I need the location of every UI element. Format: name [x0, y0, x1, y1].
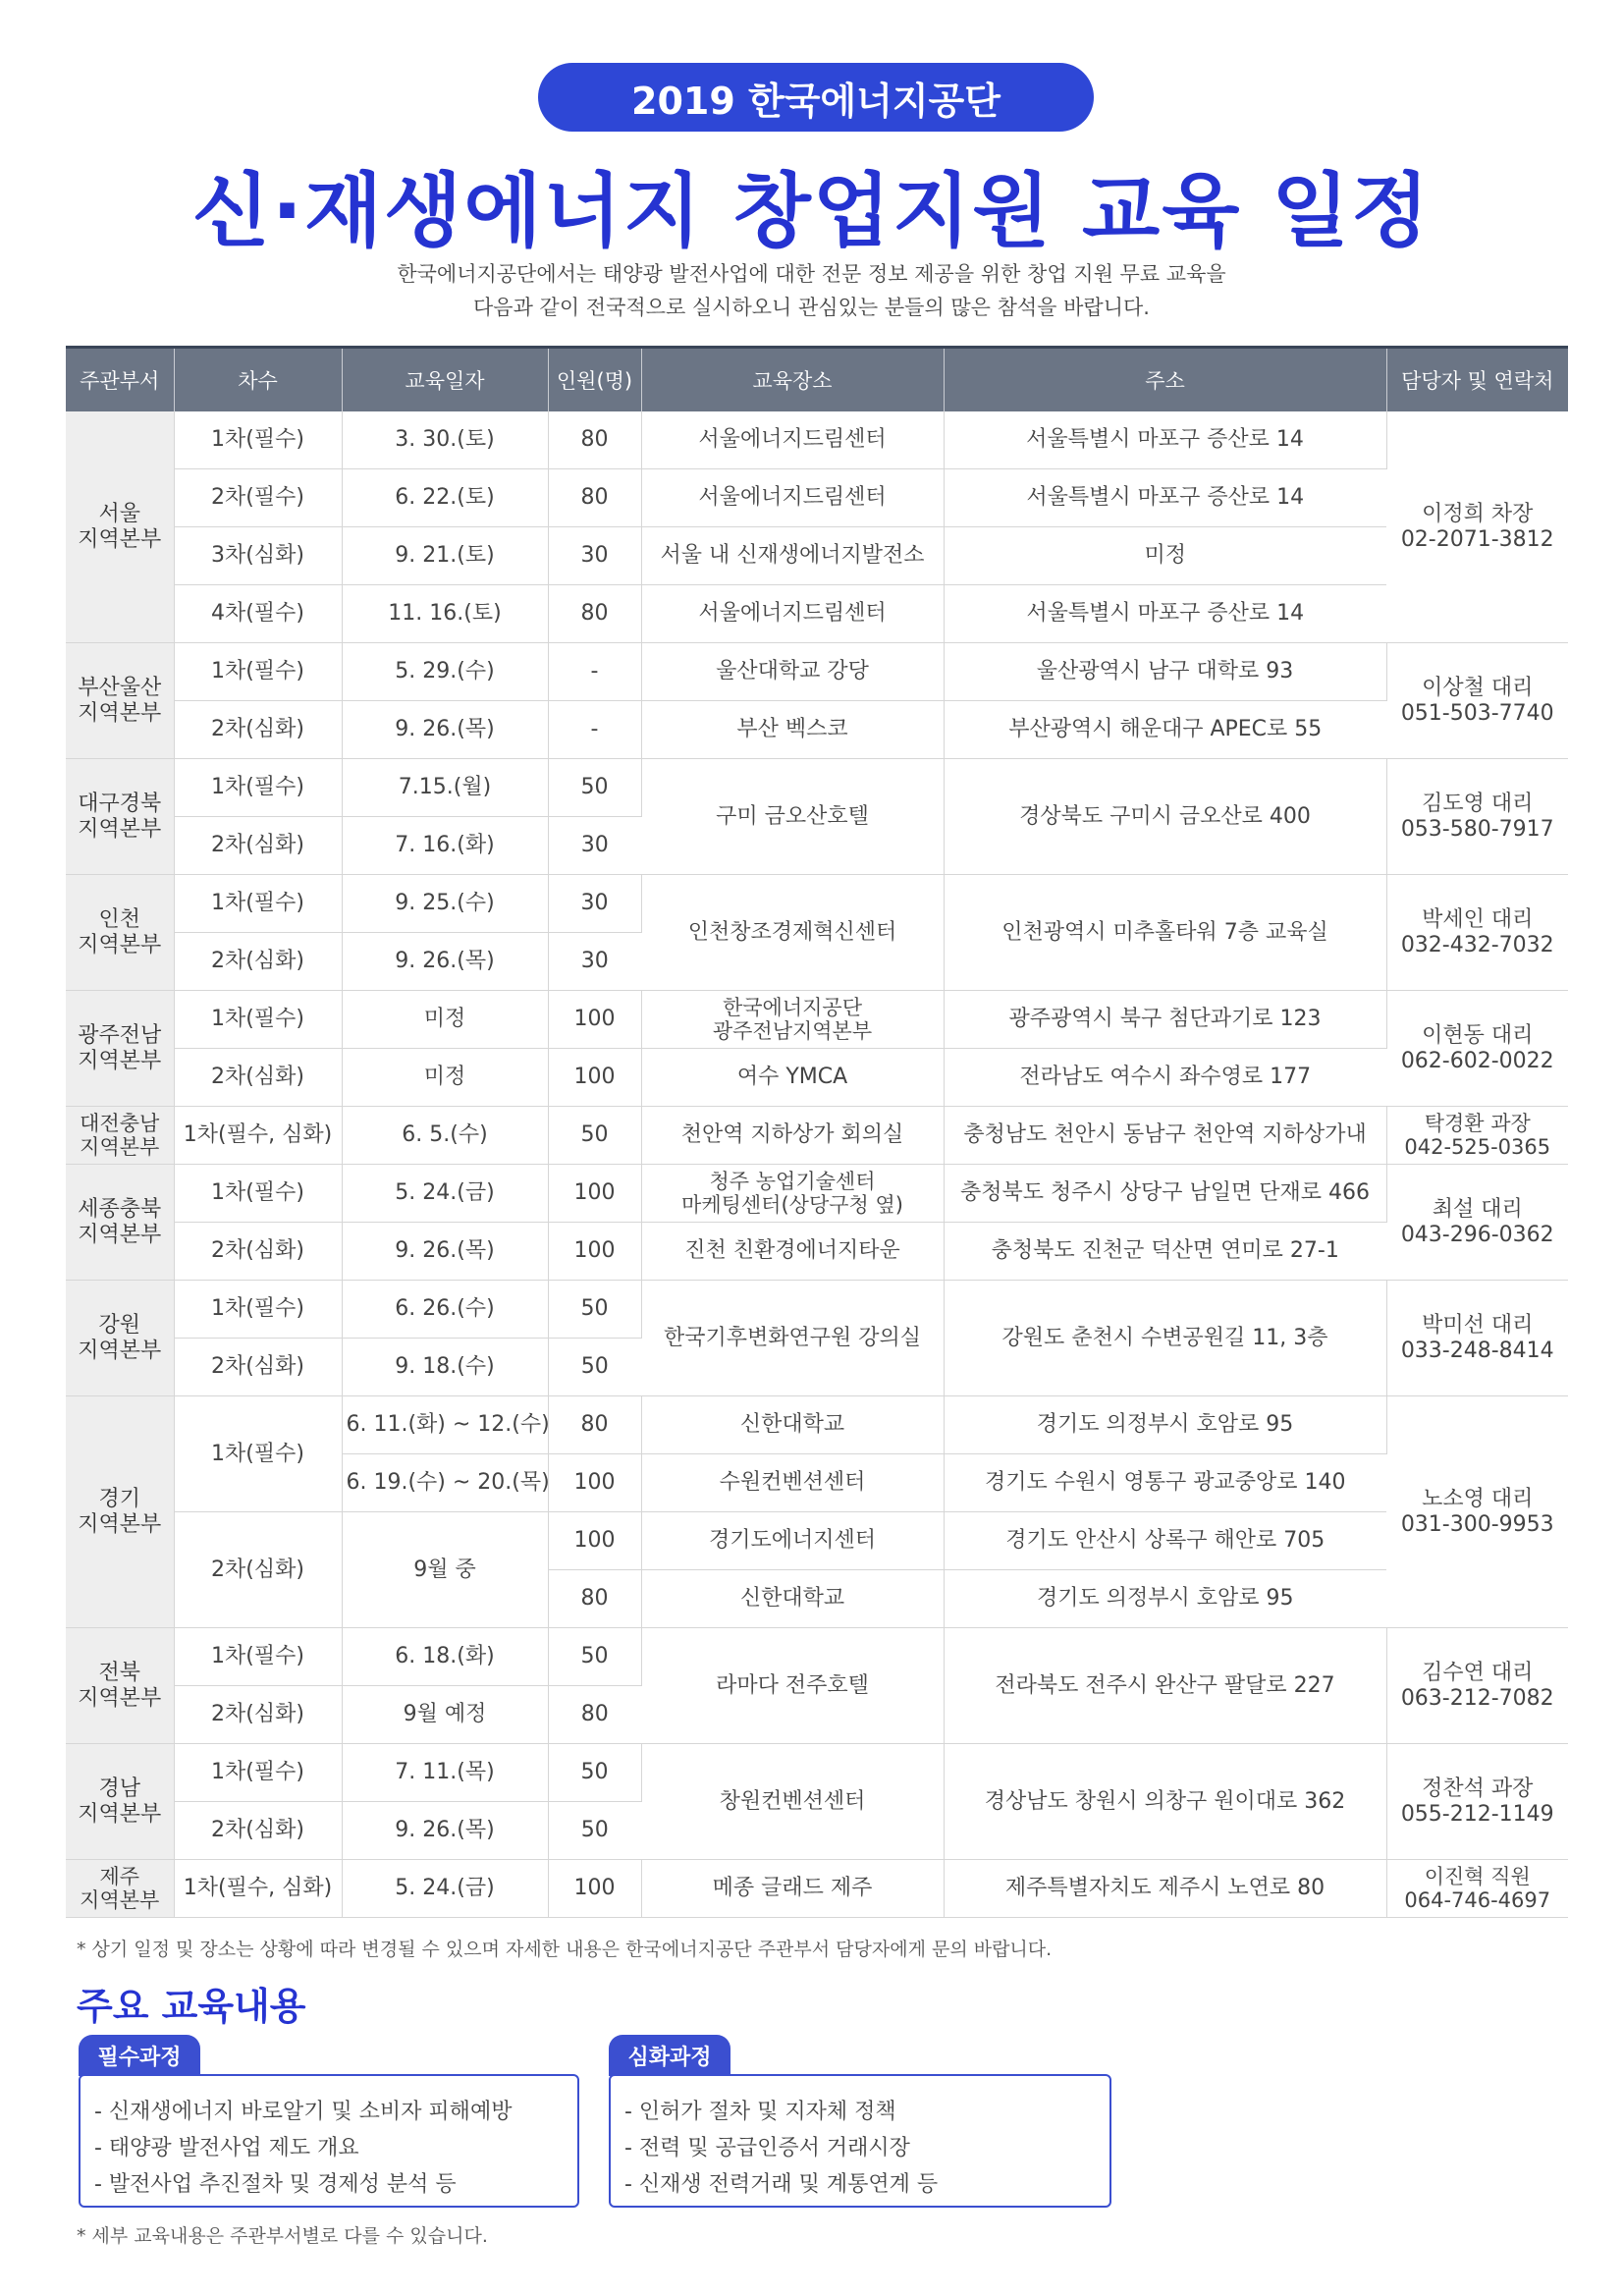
column-header: 교육일자 [342, 348, 548, 412]
schedule-table [66, 346, 1568, 1918]
page-title: 신·재생에너지 창업지원 교육 일정 [191, 165, 1432, 258]
table-row [66, 527, 1568, 585]
round-cell: 2차(심화) [174, 1049, 342, 1107]
address-cell: 전라북도 전주시 완산구 팔달로 227 [944, 1628, 1386, 1744]
table-row [66, 643, 1568, 701]
round-cell: 1차(필수) [174, 991, 342, 1049]
round-cell: 1차(필수) [174, 1628, 342, 1686]
round-cell: 2차(심화) [174, 1686, 342, 1744]
table-row [66, 991, 1568, 1049]
address-cell: 인천광역시 미추홀타워 7층 교육실 [944, 875, 1386, 991]
round-cell: 3차(심화) [174, 527, 342, 585]
count-cell: 100 [548, 1512, 641, 1570]
contact-cell: 박세인 대리 032-432-7032 [1386, 875, 1568, 991]
intro-text [0, 257, 1623, 324]
section-title: 주요 교육내용 [77, 1985, 306, 2028]
count-cell: 50 [548, 1802, 641, 1860]
date-cell: 5. 24.(금) [342, 1860, 548, 1918]
list-item: - 태양광 발전사업 제도 개요 [94, 2136, 359, 2160]
contact-cell: 김도영 대리 053-580-7917 [1386, 759, 1568, 875]
table-row [66, 1165, 1568, 1223]
table-row [66, 1049, 1568, 1107]
dept-cell: 부산울산 지역본부 [66, 643, 174, 759]
contact-cell: 이상철 대리 051-503-7740 [1386, 643, 1568, 759]
count-cell: 80 [548, 585, 641, 643]
place-cell: 경기도에너지센터 [641, 1512, 944, 1570]
address-cell: 제주특별자치도 제주시 노연로 80 [944, 1860, 1386, 1918]
table-row [66, 875, 1568, 933]
address-cell: 광주광역시 북구 첨단과기로 123 [944, 991, 1386, 1049]
date-cell: 7. 11.(목) [342, 1744, 548, 1802]
date-cell: 미정 [342, 991, 548, 1049]
place-cell: 수원컨벤션센터 [641, 1454, 944, 1512]
count-cell: - [548, 643, 641, 701]
table-row [66, 1281, 1568, 1339]
count-cell: 100 [548, 1049, 641, 1107]
place-cell: 청주 농업기술센터 마케팅센터(상당구청 옆) [641, 1165, 944, 1223]
dept-cell: 강원 지역본부 [66, 1281, 174, 1396]
count-cell: 100 [548, 1860, 641, 1918]
place-cell: 천안역 지하상가 회의실 [641, 1107, 944, 1165]
place-cell: 한국기후변화연구원 강의실 [641, 1281, 944, 1396]
dept-cell: 인천 지역본부 [66, 875, 174, 991]
column-header: 주관부서 [66, 348, 174, 412]
round-cell: 1차(필수) [174, 1744, 342, 1802]
address-cell: 경상남도 창원시 의창구 원이대로 362 [944, 1744, 1386, 1860]
place-cell: 한국에너지공단 광주전남지역본부 [641, 991, 944, 1049]
count-cell: 30 [548, 875, 641, 933]
intro-line: 다음과 같이 전국적으로 실시하오니 관심있는 분들의 많은 참석을 바랍니다. [473, 296, 1150, 319]
address-cell: 서울특별시 마포구 증산로 14 [944, 469, 1386, 527]
date-cell: 9. 25.(수) [342, 875, 548, 933]
date-cell: 9. 21.(토) [342, 527, 548, 585]
date-cell: 9. 26.(목) [342, 1223, 548, 1281]
address-cell: 경상북도 구미시 금오산로 400 [944, 759, 1386, 875]
place-cell: 여수 YMCA [641, 1049, 944, 1107]
table-header-row [66, 348, 1568, 412]
count-cell: 50 [548, 1281, 641, 1339]
place-cell: 인천창조경제혁신센터 [641, 875, 944, 991]
date-cell: 6. 19.(수) ~ 20.(목) [342, 1454, 548, 1512]
date-cell: 6. 26.(수) [342, 1281, 548, 1339]
round-cell: 1차(필수) [174, 1281, 342, 1339]
column-header: 차수 [174, 348, 342, 412]
date-cell: 5. 24.(금) [342, 1165, 548, 1223]
count-cell: 80 [548, 1570, 641, 1628]
required-course-list [94, 2094, 577, 2203]
round-cell: 1차(필수) [174, 411, 342, 469]
advanced-course-tab: 심화과정 [609, 2035, 730, 2076]
count-cell: 100 [548, 1165, 641, 1223]
address-cell: 경기도 안산시 상록구 해안로 705 [944, 1512, 1386, 1570]
count-cell: 80 [548, 1686, 641, 1744]
date-cell: 9. 26.(목) [342, 1802, 548, 1860]
date-cell: 6. 22.(토) [342, 469, 548, 527]
address-cell: 서울특별시 마포구 증산로 14 [944, 411, 1386, 469]
date-cell: 6. 18.(화) [342, 1628, 548, 1686]
count-cell: 50 [548, 1744, 641, 1802]
column-header: 교육장소 [641, 348, 944, 412]
count-cell: 50 [548, 1628, 641, 1686]
dept-cell: 전북 지역본부 [66, 1628, 174, 1744]
place-cell: 서울에너지드림센터 [641, 411, 944, 469]
place-cell: 서울 내 신재생에너지발전소 [641, 527, 944, 585]
address-cell: 경기도 의정부시 호암로 95 [944, 1396, 1386, 1454]
round-cell: 4차(필수) [174, 585, 342, 643]
date-cell: 7. 16.(화) [342, 817, 548, 875]
date-cell: 9. 26.(목) [342, 701, 548, 759]
schedule-note: * 상기 일정 및 장소는 상황에 따라 변경될 수 있으며 자세한 내용은 한국에너지공단 주관부서 담당자에게 문의 바랍니다. [77, 1939, 1053, 1960]
required-course-tab: 필수과정 [79, 2035, 200, 2076]
date-cell: 3. 30.(토) [342, 411, 548, 469]
dept-cell: 대구경북 지역본부 [66, 759, 174, 875]
address-cell: 충청북도 진천군 덕산면 연미로 27-1 [944, 1223, 1386, 1281]
count-cell: 50 [548, 1339, 641, 1396]
contact-cell: 박미선 대리 033-248-8414 [1386, 1281, 1568, 1396]
round-cell: 2차(심화) [174, 933, 342, 991]
date-cell: 9월 예정 [342, 1686, 548, 1744]
count-cell: 50 [548, 1107, 641, 1165]
round-cell: 1차(필수, 심화) [174, 1860, 342, 1918]
dept-cell: 대전충남 지역본부 [66, 1107, 174, 1165]
round-cell: 2차(심화) [174, 1802, 342, 1860]
count-cell: 30 [548, 817, 641, 875]
contact-cell: 탁경환 과장 042-525-0365 [1386, 1107, 1568, 1165]
table-row [66, 1860, 1568, 1918]
date-cell: 9. 26.(목) [342, 933, 548, 991]
dept-cell: 광주전남 지역본부 [66, 991, 174, 1107]
date-cell: 7.15.(월) [342, 759, 548, 817]
place-cell: 서울에너지드림센터 [641, 585, 944, 643]
contact-cell: 이정희 차장 02-2071-3812 [1386, 411, 1568, 643]
content-note: * 세부 교육내용은 주관부서별로 다를 수 있습니다. [77, 2225, 488, 2247]
dept-cell: 경기 지역본부 [66, 1396, 174, 1628]
list-item: - 인허가 절차 및 지자체 정책 [624, 2100, 896, 2124]
address-cell: 충청북도 청주시 상당구 남일면 단재로 466 [944, 1165, 1386, 1223]
contact-cell: 정찬석 과장 055-212-1149 [1386, 1744, 1568, 1860]
advanced-course-list [624, 2094, 1109, 2203]
round-cell: 1차(필수) [174, 1165, 342, 1223]
count-cell: 100 [548, 991, 641, 1049]
round-cell: 2차(심화) [174, 1512, 342, 1628]
advanced-course-box [609, 2074, 1111, 2208]
round-cell: 2차(필수) [174, 469, 342, 527]
required-course-box [79, 2074, 579, 2208]
date-cell: 9. 18.(수) [342, 1339, 548, 1396]
dept-cell: 서울 지역본부 [66, 411, 174, 643]
table-row [66, 759, 1568, 817]
table-row [66, 1396, 1568, 1454]
table-row [66, 469, 1568, 527]
table-row [66, 411, 1568, 469]
table-row [66, 1744, 1568, 1802]
list-item: - 신재생에너지 바로알기 및 소비자 피해예방 [94, 2100, 513, 2124]
date-cell: 미정 [342, 1049, 548, 1107]
address-cell: 울산광역시 남구 대학로 93 [944, 643, 1386, 701]
contact-cell: 노소영 대리 031-300-9953 [1386, 1396, 1568, 1628]
list-item: - 발전사업 추진절차 및 경제성 분석 등 [94, 2172, 457, 2197]
count-cell: 30 [548, 527, 641, 585]
date-cell: 6. 11.(화) ~ 12.(수) [342, 1396, 548, 1454]
date-cell: 6. 5.(수) [342, 1107, 548, 1165]
place-cell: 라마다 전주호텔 [641, 1628, 944, 1744]
round-cell: 2차(심화) [174, 1339, 342, 1396]
place-cell: 신한대학교 [641, 1570, 944, 1628]
round-cell: 1차(필수) [174, 759, 342, 817]
count-cell: 80 [548, 411, 641, 469]
dept-cell: 경남 지역본부 [66, 1744, 174, 1860]
column-header: 인원(명) [548, 348, 641, 412]
round-cell: 1차(필수, 심화) [174, 1107, 342, 1165]
count-cell: - [548, 701, 641, 759]
place-cell: 창원컨벤션센터 [641, 1744, 944, 1860]
contact-cell: 최설 대리 043-296-0362 [1386, 1165, 1568, 1281]
count-cell: 100 [548, 1223, 641, 1281]
table-row [66, 1512, 1568, 1570]
address-cell: 미정 [944, 527, 1386, 585]
place-cell: 메종 글래드 제주 [641, 1860, 944, 1918]
place-cell: 부산 벡스코 [641, 701, 944, 759]
contact-cell: 김수연 대리 063-212-7082 [1386, 1628, 1568, 1744]
round-cell: 1차(필수) [174, 643, 342, 701]
round-cell: 2차(심화) [174, 701, 342, 759]
date-cell: 11. 16.(토) [342, 585, 548, 643]
list-item: - 전력 및 공급인증서 거래시장 [624, 2136, 910, 2160]
contact-cell: 이현동 대리 062-602-0022 [1386, 991, 1568, 1107]
count-cell: 80 [548, 1396, 641, 1454]
address-cell: 경기도 수원시 영통구 광교중앙로 140 [944, 1454, 1386, 1512]
date-cell: 5. 29.(수) [342, 643, 548, 701]
count-cell: 50 [548, 759, 641, 817]
table-row [66, 1223, 1568, 1281]
address-cell: 경기도 의정부시 호암로 95 [944, 1570, 1386, 1628]
list-item: - 신재생 전력거래 및 계통연계 등 [624, 2172, 939, 2197]
table-row [66, 701, 1568, 759]
contact-cell: 이진혁 직원 064-746-4697 [1386, 1860, 1568, 1918]
address-cell: 서울특별시 마포구 증산로 14 [944, 585, 1386, 643]
place-cell: 구미 금오산호텔 [641, 759, 944, 875]
round-cell: 1차(필수) [174, 1396, 342, 1512]
address-cell: 부산광역시 해운대구 APEC로 55 [944, 701, 1386, 759]
org-year-badge: 2019 한국에너지공단 [538, 63, 1094, 132]
place-cell: 울산대학교 강당 [641, 643, 944, 701]
table-row [66, 1107, 1568, 1165]
round-cell: 2차(심화) [174, 817, 342, 875]
place-cell: 신한대학교 [641, 1396, 944, 1454]
round-cell: 1차(필수) [174, 875, 342, 933]
address-cell: 충청남도 천안시 동남구 천안역 지하상가내 [944, 1107, 1386, 1165]
intro-line: 한국에너지공단에서는 태양광 발전사업에 대한 전문 정보 제공을 위한 창업 지원 무료 교육을 [397, 262, 1226, 286]
place-cell: 서울에너지드림센터 [641, 469, 944, 527]
dept-cell: 세종충북 지역본부 [66, 1165, 174, 1281]
address-cell: 전라남도 여수시 좌수영로 177 [944, 1049, 1386, 1107]
dept-cell: 제주 지역본부 [66, 1860, 174, 1918]
address-cell: 강원도 춘천시 수변공원길 11, 3층 [944, 1281, 1386, 1396]
date-cell: 9월 중 [342, 1512, 548, 1628]
count-cell: 30 [548, 933, 641, 991]
table-row [66, 1628, 1568, 1686]
table-row [66, 585, 1568, 643]
place-cell: 진천 친환경에너지타운 [641, 1223, 944, 1281]
column-header: 담당자 및 연락처 [1386, 348, 1568, 412]
column-header: 주소 [944, 348, 1386, 412]
round-cell: 2차(심화) [174, 1223, 342, 1281]
count-cell: 100 [548, 1454, 641, 1512]
count-cell: 80 [548, 469, 641, 527]
